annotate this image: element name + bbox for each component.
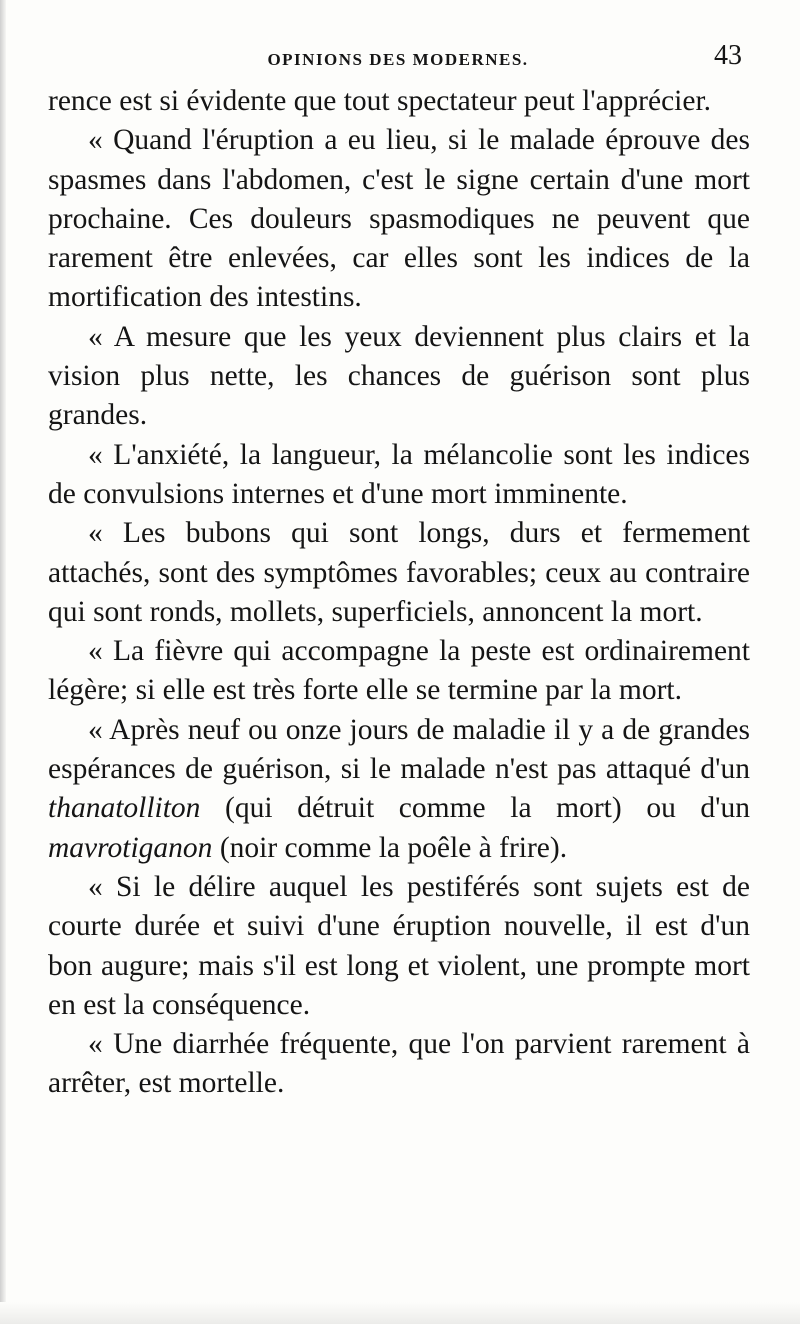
paragraph: « A mesure que les yeux deviennent plus clairs et la vision plus nette, les chances de guérison sont plus grandes. <box>48 320 750 432</box>
running-head <box>48 40 748 80</box>
paragraph-text: (noir comme la poêle à frire). <box>212 831 568 864</box>
paragraph: « Une diarrhée fréquente, que l'on parvient rarement à arrêter, est mortelle. <box>48 1028 750 1100</box>
body-text <box>48 82 750 1104</box>
paragraph: « L'anxiété, la langueur, la mélancolie sont les indices de convulsions internes et d'une mort imminente. <box>48 438 750 510</box>
paragraph: « Si le délire auquel les pestiférés sont sujets est de courte durée et suivi d'une éruption nouvelle, il est d'un bon augure; mais s'il est long et violent, une prompte mort en est la conséquence. <box>48 870 750 1021</box>
paragraph: « Les bubons qui sont longs, durs et fermement attachés, sont des symptômes favorables; ceux au contraire qui sont ronds, mollets, superficiels, annoncent la mort. <box>48 517 750 628</box>
paragraph-with-terms <box>48 711 750 868</box>
page-number: 43 <box>714 40 742 71</box>
paragraph: « La fièvre qui accompagne la peste est ordinairement légère; si elle est très forte elle se termine par la mort. <box>48 635 750 707</box>
page-edge-shadow <box>0 0 6 1324</box>
page-bottom-shadow <box>0 1302 800 1324</box>
running-title: OPINIONS DES MODERNES. <box>267 50 529 69</box>
paragraph-text: « Après neuf ou onze jours de maladie il y a de grandes espérances de guérison, si le malade n'est pas attaqué d'un <box>48 713 750 786</box>
paragraph-continuation: rence est si évidente que tout spectateur peut l'apprécier. <box>48 85 712 117</box>
italic-term: thanatolliton <box>48 792 201 825</box>
paragraph-text: (qui détruit comme la mort) ou d'un <box>200 792 750 825</box>
paragraph: « Quand l'éruption a eu lieu, si le malade éprouve des spasmes dans l'abdomen, c'est le signe certain d'une mort prochaine. Ces douleurs spasmodiques ne peuvent que rarement être enlevées, car elles sont les indices de la mortification des intestins. <box>48 124 750 314</box>
italic-term: mavrotiganon <box>48 831 213 864</box>
